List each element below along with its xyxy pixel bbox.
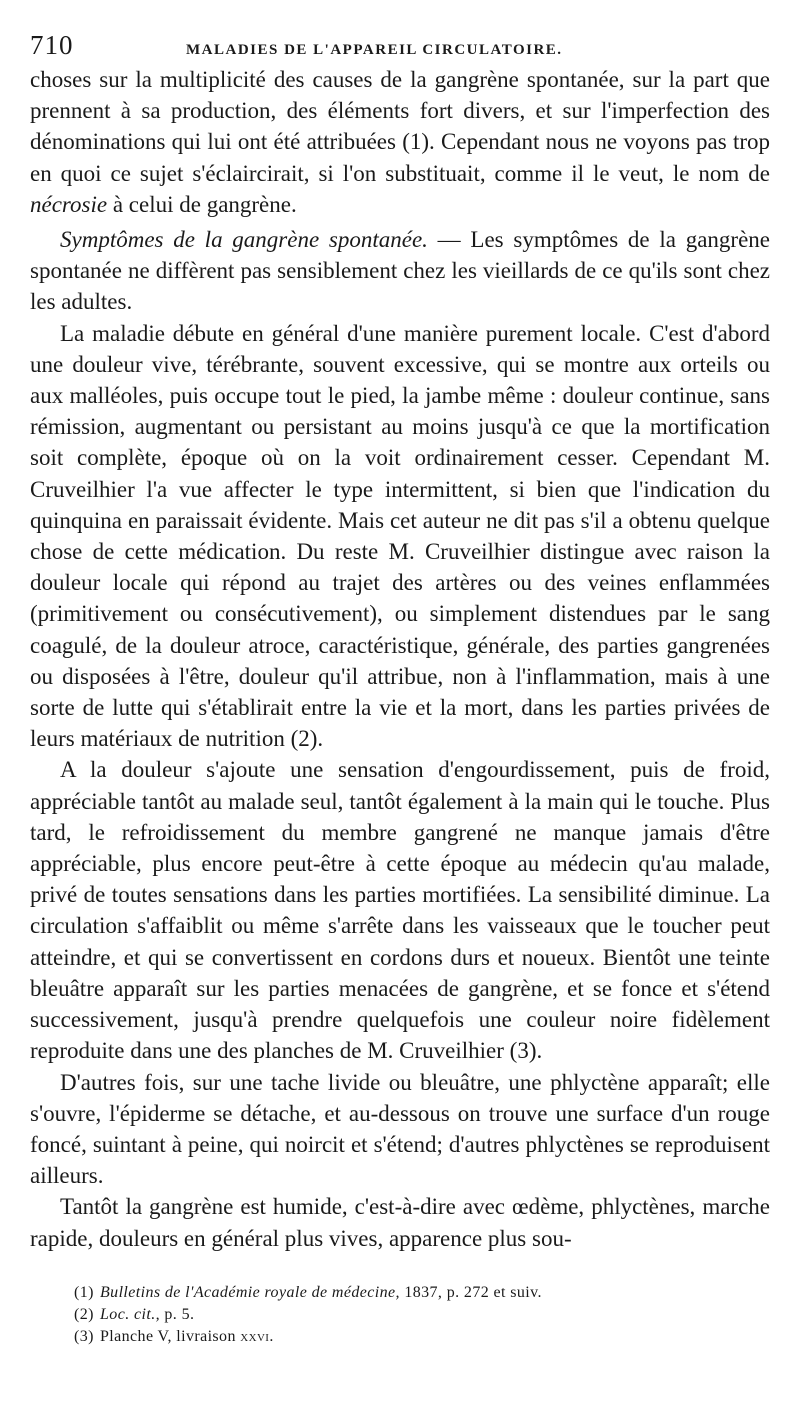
paragraph-text: La maladie débute en général d'une manière purement locale. C'est d'abord une douleur vive, térébrante, souvent excessive, qui se montre aux orteils ou aux malléoles, puis occupe tout le pied, la jambe même : douleur continue, sans rémission, augmentant ou persistant au moins jusqu'à ce que la mortification soit complète, époque où on la voit ordinairement cesser. Cependant M. Cruveilhier l'a vue affecter le type intermittent, si bien que l'indication du quinquina en paraissait évidente. Mais cet auteur ne dit pas s'il a obtenu quelque chose de cette médication. Du reste M. Cruveilhier distingue avec raison la douleur locale qui répond au trajet des artères ou des veines enflammées (primitivement ou consécutivement), ou simplement distendues par le sang coagulé, de la douleur atroce, caractéristique, générale, des parties gangrenées ou disposées à l'être, douleur qu'il attribue, non à l'inflammation, mais à une sorte de lutte qui s'établirait entre la vie et la mort, dans les parties privées de leurs matériaux de nutrition (2). [30,320,770,752]
paragraph-text: — Les symptômes de la gangrène spontanée ne diffèrent pas sensiblement chez les vieillards de ce qu'ils sont chez les adultes. [30,227,770,315]
footnote [74,1304,770,1326]
footnote-mark: (1) [74,1283,94,1301]
footnote [74,1282,770,1304]
footnote-text: Planche V, livraison [100,1327,241,1345]
paragraph-pain [30,318,770,755]
document-page [30,30,770,1348]
italic-term: nécrosie [30,191,108,217]
paragraph-humid-gangrene [30,1191,770,1253]
running-title: MALADIES DE L'APPAREIL CIRCULATOIRE. [186,42,563,58]
paragraph-text: Tantôt la gangrène est humide, c'est-à-dire avec œdème, phlyctènes, marche rapide, douleurs en général plus vives, apparence plus sou- [30,1194,770,1251]
page-number: 710 [30,30,74,60]
footnote-rest: 1837, p. 272 et suiv. [399,1283,542,1301]
footnote [74,1326,770,1348]
section-heading: Symptômes de la gangrène spontanée. [60,227,428,253]
footnote-mark: (3) [74,1327,94,1345]
running-head [30,30,770,64]
body-text [30,64,770,1254]
paragraph-symptoms [30,224,770,318]
footnote-title: Bulletins de l'Académie royale de médecine, [100,1283,400,1301]
footnote-numeral: xxvi. [240,1327,274,1345]
paragraph-numbness [30,754,770,1066]
footnote-title: Loc. cit., [100,1305,160,1323]
paragraph-text: A la douleur s'ajoute une sensation d'engourdissement, puis de froid, appréciable tantôt au malade seul, tantôt également à la main qui le touche. Plus tard, le refroidissement du membre gangrené ne manque jamais d'être appréciable, plus encore peut-être à cette époque au médecin qu'au malade, privé de toutes sensations dans les parties mortifiées. La sensibilité diminue. La circulation s'affaiblit ou même s'arrête dans les vaisseaux que le toucher peut atteindre, et qui se convertissent en cordons durs et noueux. Bientôt une teinte bleuâtre apparaît sur les parties menacées de gangrène, et se fonce et s'étend successivement, jusqu'à prendre quelquefois une couleur noire fidèlement reproduite dans une des planches de M. Cruveilhier (3). [30,757,770,1064]
paragraph-text-after: à celui de gangrène. [107,191,297,217]
footnote-mark: (2) [74,1305,94,1323]
footnotes [30,1282,770,1348]
paragraph-text: choses sur la multiplicité des causes de la gangrène spontanée, sur la part que prennent à sa production, des éléments fort divers, et sur l'imperfection des dénominations qui lui ont été attribuées (1). Cependant nous ne voyons pas trop en quoi ce sujet s'éclaircirait, si l'on substituait, comme il le veut, le nom de [30,67,770,186]
paragraph-phlyctene [30,1067,770,1192]
footnote-rest: p. 5. [160,1305,195,1323]
paragraph-text: D'autres fois, sur une tache livide ou bleuâtre, une phlyctène apparaît; elle s'ouvre, l'épiderme se détache, et au-dessous on trouve une surface d'un rouge foncé, suintant à peine, qui noircit et s'étend; d'autres phlyctènes se reproduisent ailleurs. [30,1069,770,1189]
paragraph-continuation [30,64,770,220]
